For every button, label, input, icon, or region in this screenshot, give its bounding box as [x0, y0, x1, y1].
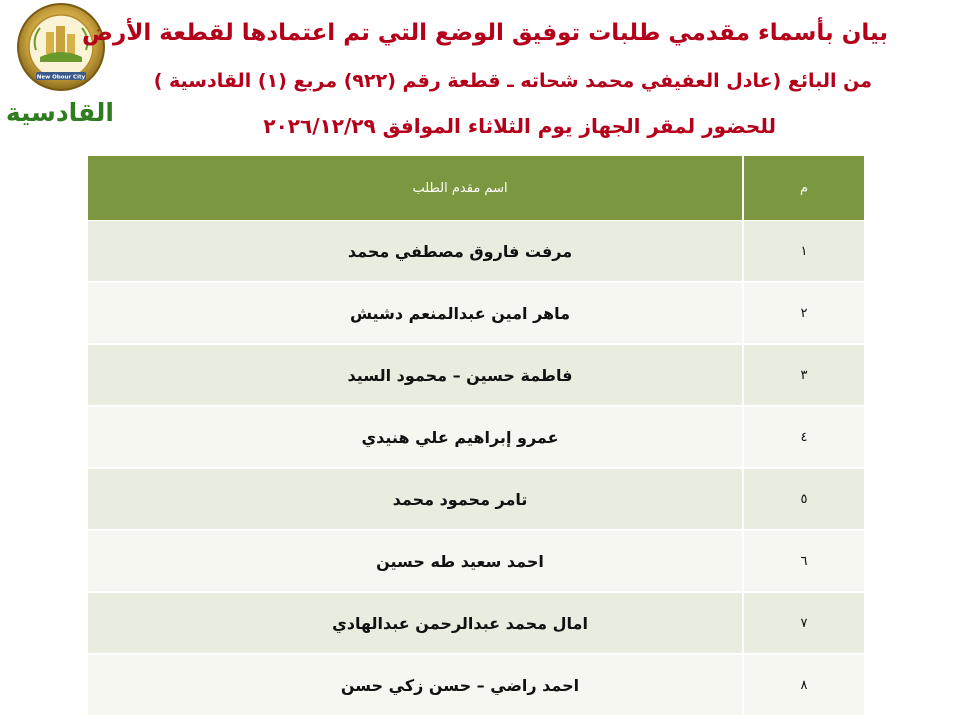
applicant-name: عمرو إبراهيم علي هنيدي	[88, 407, 742, 467]
column-header-name: اسم مقدم الطلب	[412, 180, 508, 196]
row-number: ١	[742, 221, 864, 281]
row-number: ٦	[742, 531, 864, 591]
table-row	[88, 221, 864, 283]
heading-attendance-date: للحضور لمقر الجهاز يوم الثلاثاء الموافق ٢٠٢٦/١٢/٢٩	[263, 114, 776, 138]
organization-logo	[6, 2, 116, 92]
table-row	[88, 407, 864, 469]
table-row	[88, 469, 864, 531]
applicant-name: احمد سعيد طه حسين	[88, 531, 742, 591]
heading-seller-line: من البائع (عادل العفيفي محمد شحاته ـ قطعة رقم (٩٢٢) مربع (١) القادسية )	[153, 70, 872, 92]
row-number: ٧	[742, 593, 864, 653]
row-number: ٢	[742, 283, 864, 343]
table-row	[88, 655, 864, 717]
row-number: ٣	[742, 345, 864, 405]
applicant-name: امال محمد عبدالرحمن عبدالهادي	[88, 593, 742, 653]
applicant-name: تامر محمود محمد	[88, 469, 742, 529]
svg-text:New Obour City: New Obour City	[36, 74, 86, 81]
table-row	[88, 283, 864, 345]
applicant-name: مرفت فاروق مصطفي محمد	[88, 221, 742, 281]
applicant-name: فاطمة حسين – محمود السيد	[88, 345, 742, 405]
column-header-number: م	[742, 156, 864, 220]
heading-title: بيان بأسماء مقدمي طلبات توفيق الوضع التي تم اعتمادها لقطعة الأرض	[82, 20, 888, 46]
applicant-name: احمد راضي – حسن زكي حسن	[88, 655, 742, 715]
logo-caption: القادسية	[5, 98, 114, 127]
applicant-name: ماهر امين عبدالمنعم دشيش	[88, 283, 742, 343]
table-header-row	[88, 156, 864, 221]
table-row	[88, 345, 864, 407]
table-row	[88, 531, 864, 593]
row-number: ٤	[742, 407, 864, 467]
row-number: ٨	[742, 655, 864, 715]
table-row	[88, 593, 864, 655]
row-number: ٥	[742, 469, 864, 529]
applicants-table	[88, 156, 864, 717]
